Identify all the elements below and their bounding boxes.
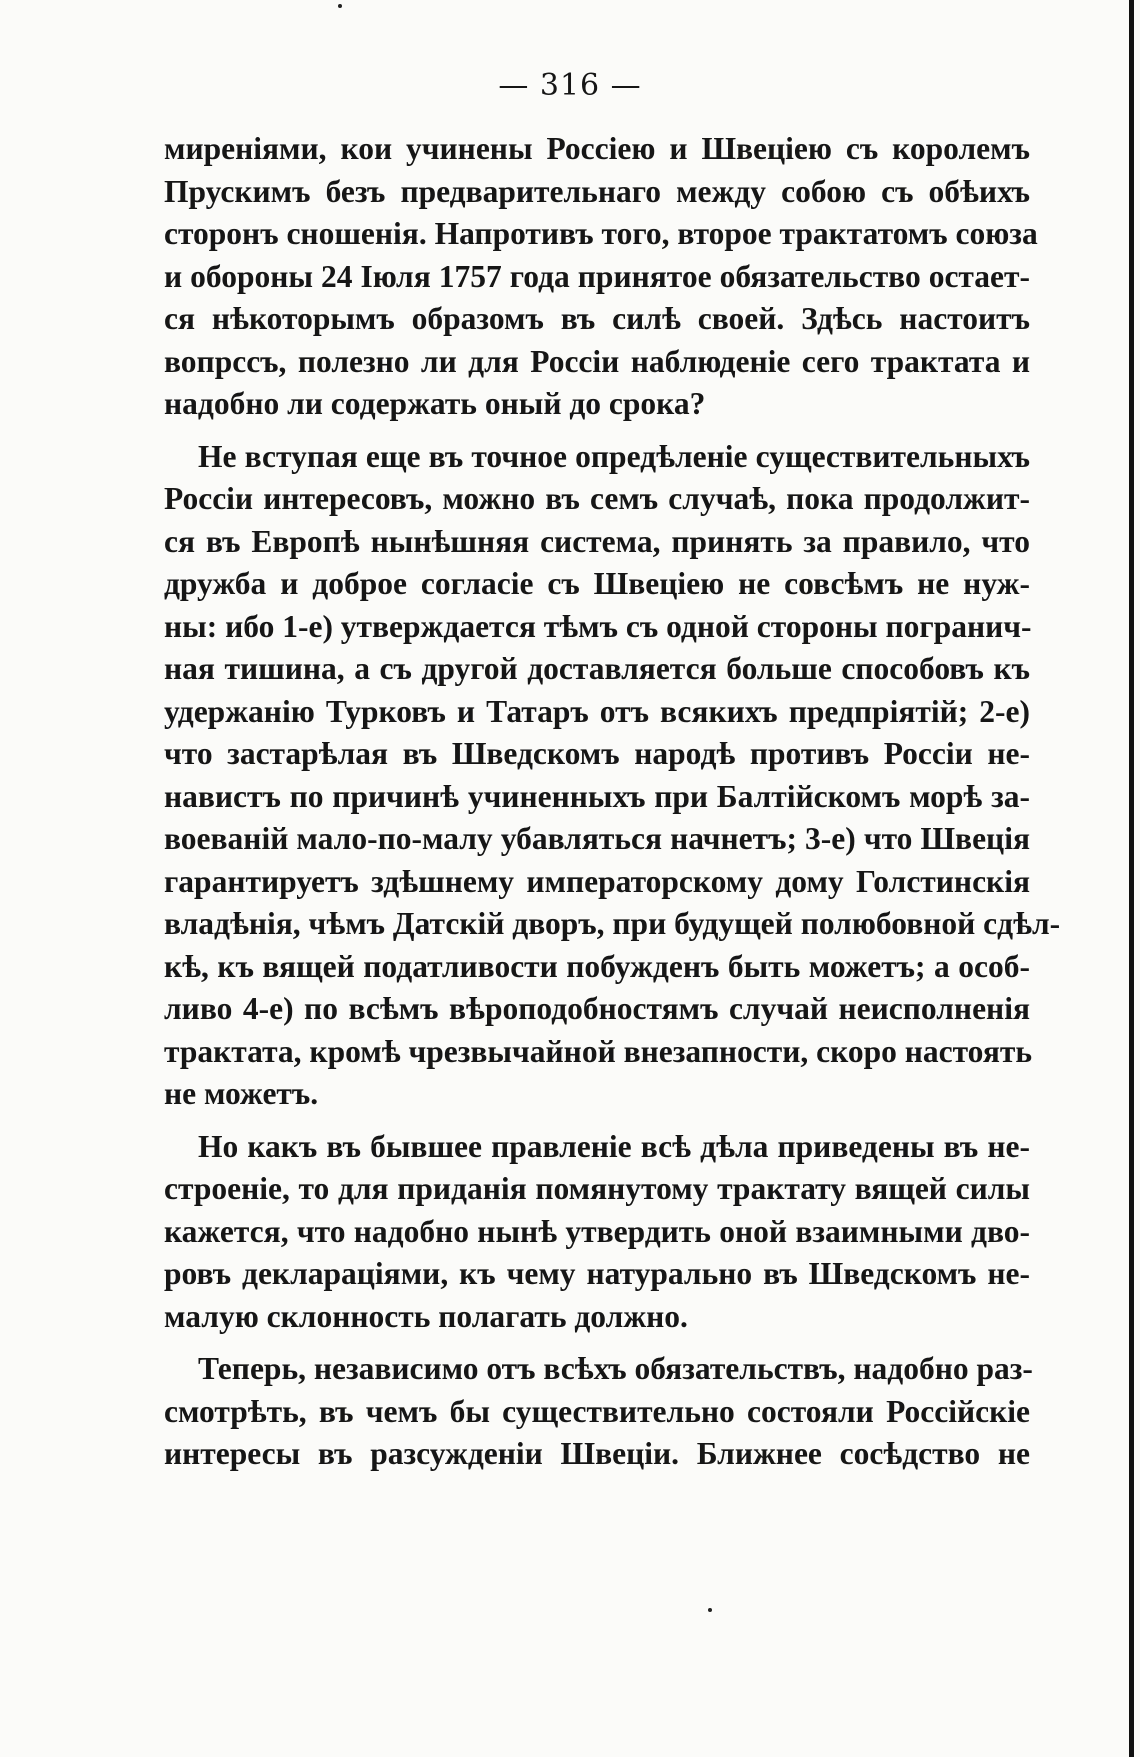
text-line: Прускимъ безъ предварительнаго между собою съ обѣихъ	[164, 173, 1030, 209]
text-line: малую склонность полагать должно.	[164, 1298, 688, 1334]
text-line: Но какъ въ бывшее правленіе всѣ дѣла приведены въ не-	[198, 1128, 1030, 1164]
text-line: кажется, что надобно нынѣ утвердить оной взаимными дво-	[164, 1213, 1030, 1249]
text-line: смотрѣть, въ чемъ бы существительно состояли Россійскіе	[164, 1393, 1030, 1429]
paragraph-2	[164, 436, 1061, 1116]
text-line: строеніе, то для приданія помянутому трактату вящей силы	[164, 1171, 1030, 1206]
ink-speck	[708, 1608, 712, 1612]
text-line: интересы въ разсужденіи Швеціи. Ближнее сосѣдство не	[164, 1436, 1030, 1471]
text-line: владѣнія, чѣмъ Датскій дворъ, при будущей полюбовной сдѣл-	[164, 906, 1061, 941]
text-line: Россіи интересовъ, можно въ семъ случаѣ, пока продолжит-	[164, 481, 1030, 516]
text-line: Не вступая еще въ точное опредѣленіе существительныхъ	[198, 438, 1030, 474]
page-edge-shadow	[1129, 0, 1134, 1757]
text-line: не можетъ.	[164, 1076, 319, 1111]
text-line: удержанію Турковъ и Татаръ отъ всякихъ предпріятій; 2-е)	[164, 693, 1030, 729]
text-line: ся нѣкоторымъ образомъ въ силѣ своей. Здѣсь настоитъ	[164, 301, 1030, 336]
body-text	[164, 128, 1061, 1486]
text-line: ная тишина, а съ другой доставляется больше способовъ къ	[164, 651, 1030, 686]
text-line: навистъ по причинѣ учиненныхъ при Балтійскомъ морѣ за-	[164, 778, 1030, 814]
paragraph-4	[164, 1348, 1033, 1476]
text-line: надобно ли содержать оный до срока?	[164, 386, 706, 421]
text-line: Теперь, независимо отъ всѣхъ обязательствъ, надобно раз-	[198, 1351, 1033, 1386]
text-line: кѣ, къ вящей податливости побужденъ быть можетъ; а особ-	[164, 948, 1030, 984]
text-line: что застарѣлая въ Шведскомъ народѣ противъ Россіи не-	[164, 736, 1030, 771]
text-line: и обороны 24 Іюля 1757 года принятое обязательство остает-	[164, 258, 1030, 294]
text-line: вопрссъ, полезно ли для Россіи наблюденіе сего трактата и	[164, 343, 1030, 379]
text-line: ся въ Европѣ нынѣшняя система, принять за правило, что	[164, 523, 1030, 559]
text-line: воеваній мало-по-малу убавляться начнетъ; 3-е) что Швеція	[164, 821, 1030, 856]
text-line: ровъ деклараціями, къ чему натурально въ Шведскомъ не-	[164, 1256, 1030, 1291]
text-line: сторонъ сношенія. Напротивъ того, второе трактатомъ союза	[164, 216, 1038, 251]
paragraph-3	[164, 1126, 1030, 1339]
text-line: миреніями, кои учинены Россіею и Швеціею съ королемъ	[164, 131, 1030, 166]
text-line: ны: ибо 1-е) утверждается тѣмъ съ одной стороны погранич-	[164, 608, 1032, 644]
text-line: дружба и доброе согласіе съ Швеціею не совсѣмъ не нуж-	[164, 566, 1030, 601]
page-number: — 316 —	[498, 68, 642, 103]
paragraph-1	[164, 128, 1038, 426]
text-line: ливо 4-е) по всѣмъ вѣроподобностямъ случай неисполненія	[164, 991, 1030, 1026]
ink-speck	[338, 4, 342, 8]
text-line: гарантируетъ здѣшнему императорскому дому Голстинскія	[164, 863, 1030, 899]
text-line: трактата, кромѣ чрезвычайной внезапности, скоро настоять	[164, 1033, 1033, 1069]
